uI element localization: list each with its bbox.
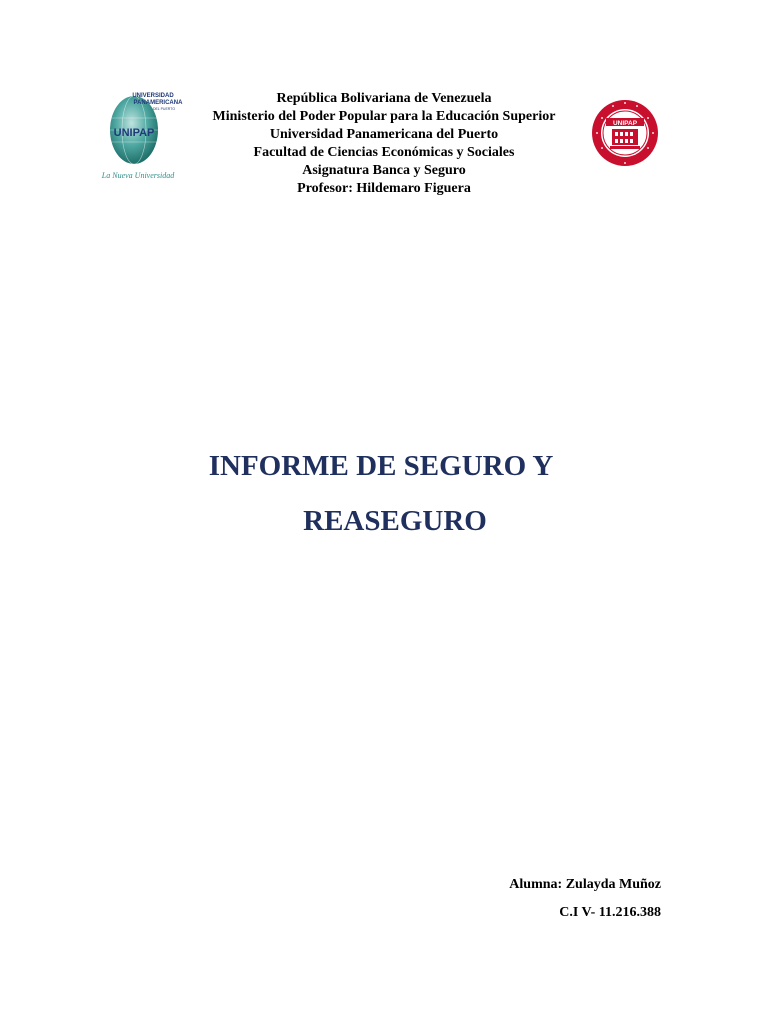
header-line-ministry: Ministerio del Poder Popular para la Educación Superior bbox=[212, 109, 556, 124]
unipap-seal-right bbox=[590, 96, 660, 170]
header-line-subject: Asignatura Banca y Seguro bbox=[302, 163, 466, 178]
report-title-line-2: REASEGURO bbox=[303, 505, 487, 537]
logo-center-text: UNIPAP bbox=[113, 127, 155, 139]
student-name: Alumna: Zulayda Muñoz bbox=[509, 877, 661, 892]
logo-top-text-3: DEL PUERTO bbox=[152, 107, 176, 111]
header-line-university: Universidad Panamericana del Puerto bbox=[269, 127, 499, 142]
logo-tagline: La Nueva Universidad bbox=[101, 171, 175, 180]
logo-top-text-1: UNIVERSIDAD bbox=[132, 93, 174, 99]
header-line-faculty: Facultad de Ciencias Económicas y Sociales bbox=[253, 145, 515, 160]
header-line-professor: Profesor: Hildemaro Figuera bbox=[297, 181, 471, 196]
header-line-republic: República Bolivariana de Venezuela bbox=[276, 91, 492, 106]
student-id: C.I V- 11.216.388 bbox=[559, 905, 661, 920]
logo-top-text-2: PANAMERICANA bbox=[133, 100, 183, 106]
seal-banner-text: UNIPAP bbox=[612, 120, 638, 127]
report-title-line-1: INFORME DE SEGURO Y bbox=[208, 450, 554, 482]
seal-logo-icon bbox=[590, 96, 660, 170]
